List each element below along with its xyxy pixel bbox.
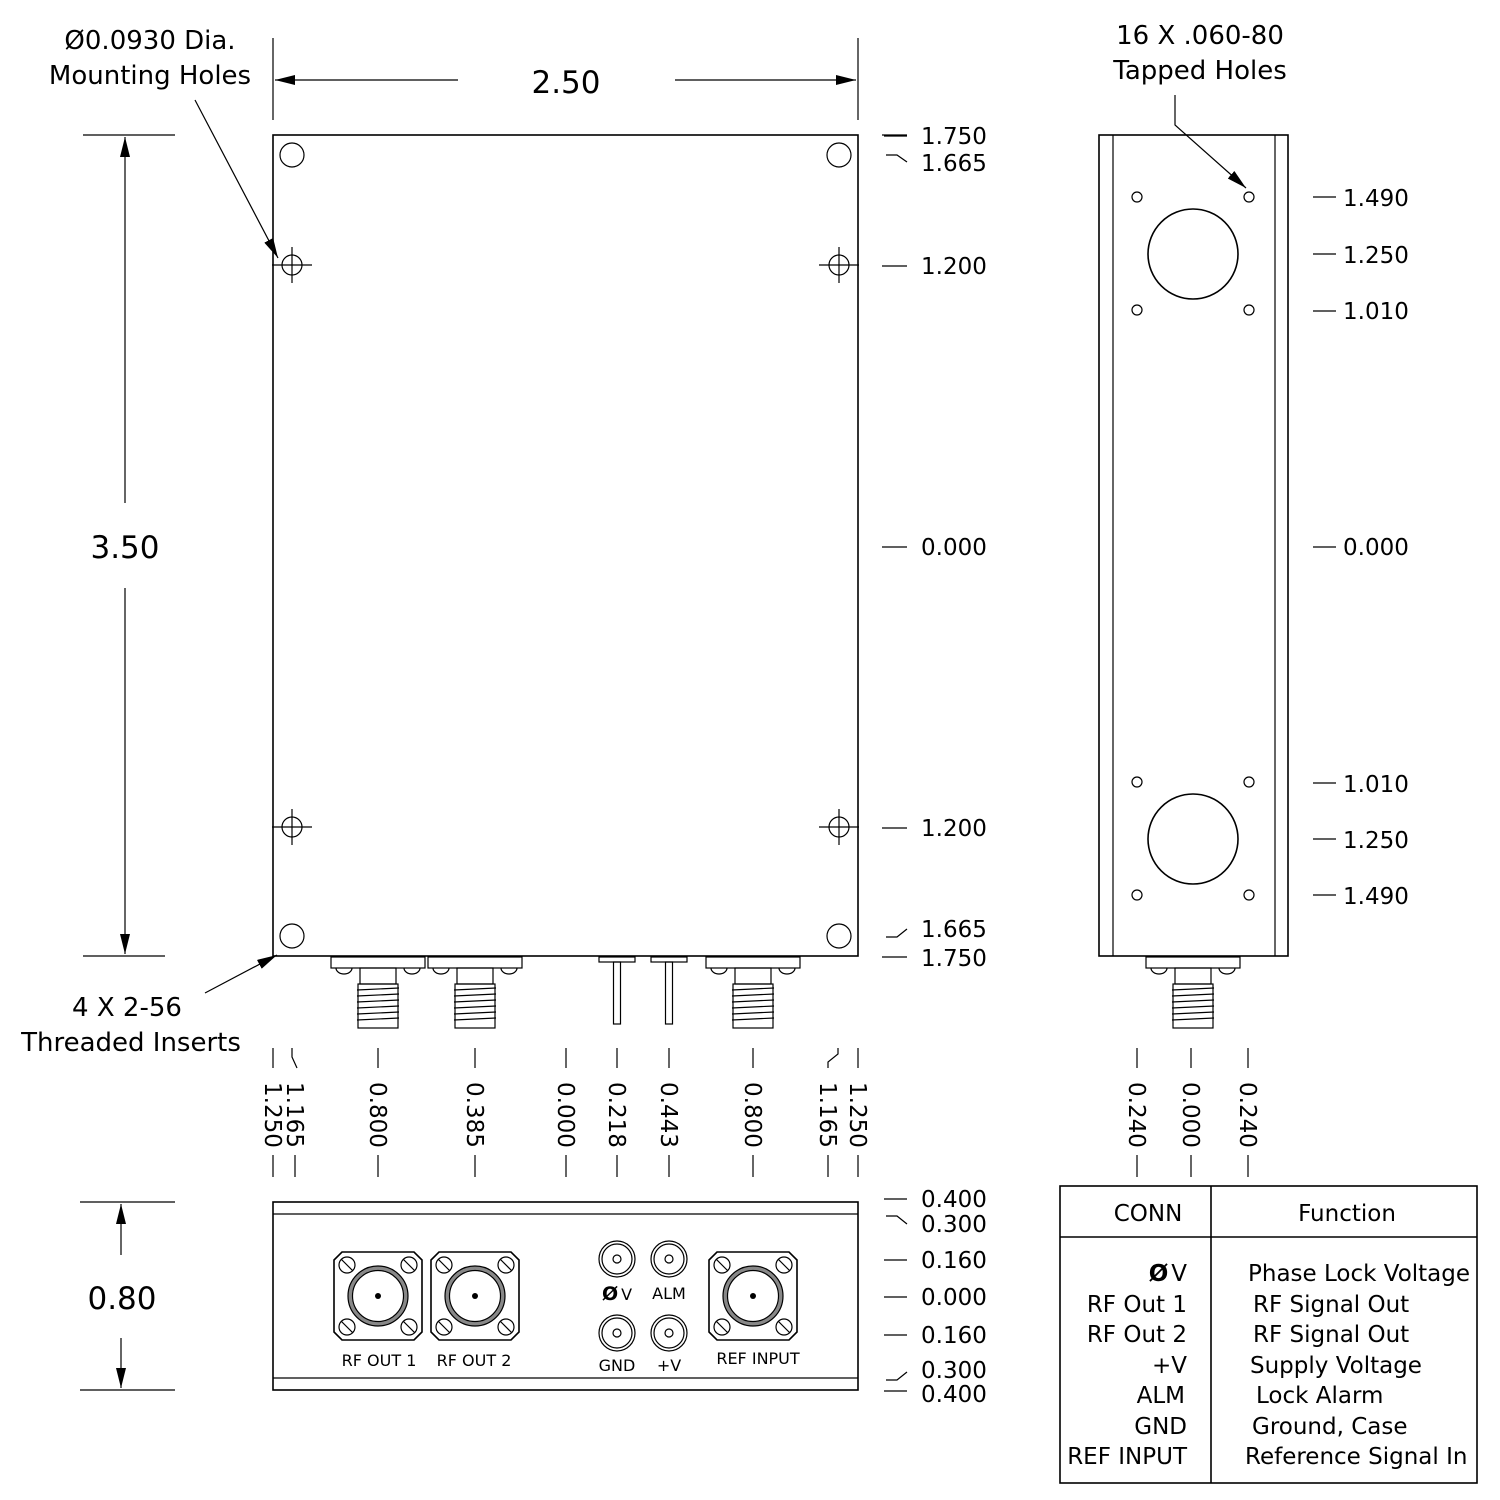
table-row [1087,1292,1409,1318]
side-dim-1010-bottom: 1.010 [1343,772,1409,798]
dim-tick-jog [886,155,907,162]
nut [404,968,420,974]
dim-0000: 0.000 [921,535,987,561]
thread [732,1018,774,1020]
side-connector-hole-bottom [1148,794,1238,884]
dim-1665-bottom: 1.665 [921,917,987,943]
threaded-insert-icon [272,247,312,283]
side-dim-0000: 0.000 [1343,535,1409,561]
dim-x-1165-right: 1.165 [814,1082,840,1148]
insert-note-line1: 4 X 2-56 [72,993,182,1023]
thread [732,1012,774,1014]
center-pin [375,1293,381,1299]
side-dim-1490-bottom: 1.490 [1343,884,1409,910]
body [457,968,493,984]
table-row [1067,1444,1467,1470]
label-rf-out-1: RF OUT 1 [341,1351,417,1370]
side-dim-x-0240-left: 0.240 [1123,1082,1149,1148]
height-dimension [83,135,175,956]
screw-icon [339,1319,355,1335]
sma-connector-icon [428,957,522,1028]
dim-x-0800-left: 0.800 [364,1082,390,1148]
nut [1151,968,1167,974]
screw-slot [439,1322,450,1333]
pin [613,1255,621,1263]
screw-icon [776,1257,792,1273]
table-cell-function: RF Signal Out [1253,1322,1410,1348]
dim-1750-top: 1.750 [921,124,987,150]
table-row [1137,1383,1384,1409]
width-dim-label: 2.50 [531,65,601,101]
front-view-right-dimensions [884,1187,987,1408]
center-pin [472,1293,478,1299]
inner [602,1318,632,1348]
table-row [1152,1353,1422,1379]
screw-slot [717,1322,728,1333]
table-cell-conn: ALM [1136,1383,1185,1409]
table-cell-conn: +V [1151,1353,1187,1379]
top-view-right-dimensions [882,124,987,972]
screw-slot [717,1260,728,1271]
screw-icon [401,1257,417,1273]
table-row [1087,1322,1409,1348]
side-view [1099,21,1409,1177]
screw-icon [339,1257,355,1273]
side-connector-hole-top [1148,209,1238,299]
nut [336,968,352,974]
sma-connector-icon [706,957,800,1028]
pin [614,962,621,1024]
pin-connector-icon [651,957,687,1024]
dim-x-1250-left: 1.250 [259,1082,285,1148]
tapped-hole [1244,890,1254,900]
screw-slot [779,1260,790,1271]
screw-icon [714,1257,730,1273]
body [735,968,771,984]
pin [665,1329,673,1337]
table-row [1149,1261,1470,1287]
screw-slot [342,1322,353,1333]
screw-icon [436,1319,452,1335]
corner-hole [280,143,304,167]
corner-hole [827,143,851,167]
pin-flange [599,957,635,962]
side-dim-1490-top: 1.490 [1343,186,1409,212]
tapped-hole [1132,777,1142,787]
top-view-outline [273,135,858,956]
front-dim-0160-top: 0.160 [921,1248,987,1274]
side-view-connector [1146,957,1240,1028]
side-dim-1010-top: 1.010 [1343,299,1409,325]
tapped-hole [1244,777,1254,787]
outer [599,1241,635,1277]
table-header-function: Function [1298,1201,1396,1227]
dim-tick-jog [886,1216,907,1224]
ref-input-connector [709,1252,797,1340]
tapped-hole [1132,890,1142,900]
label-alm: ALM [652,1284,686,1303]
pin [613,1329,621,1337]
insert-leader [205,955,277,993]
table-row [1134,1414,1407,1440]
dim-x-0800-right: 0.800 [739,1082,765,1148]
rf-out-1-connector [334,1252,422,1340]
dim-tick-jog [886,1372,907,1380]
outer [651,1315,687,1351]
thread [1172,1018,1214,1020]
thread [454,1012,496,1014]
body [360,968,396,984]
threaded-insert-icon [819,809,859,845]
dim-x-1250-right: 1.250 [844,1082,870,1148]
thread [454,1018,496,1020]
width-dimension [273,38,858,120]
dim-1750-bottom: 1.750 [921,946,987,972]
thread [732,988,774,990]
insert-note-line2: Threaded Inserts [21,1028,241,1058]
top-view-connectors [331,957,800,1028]
alm-connector [651,1241,687,1277]
thread [1172,994,1214,996]
mounting-holes [272,143,859,948]
table-cell-conn: REF INPUT [1067,1444,1187,1470]
label-gnd: GND [598,1356,636,1375]
gnd-connector [599,1315,635,1351]
thread [357,994,399,996]
screw-icon [401,1319,417,1335]
phase-v-connector [599,1241,635,1277]
tapped-note-line2: Tapped Holes [1113,56,1287,86]
pin-connector-icon [599,957,635,1024]
side-dim-x-0000: 0.000 [1177,1082,1203,1148]
dim-tick-jog [292,1048,297,1068]
screw-icon [436,1257,452,1273]
thread [1172,1012,1214,1014]
thread [1172,1000,1214,1002]
front-height-dimension [80,1202,175,1390]
inner [654,1244,684,1274]
outer [599,1315,635,1351]
center-pin [750,1293,756,1299]
plus-v-connector [651,1315,687,1351]
flange [428,957,522,968]
table-header-conn: CONN [1113,1201,1183,1227]
side-dim-x-0240-right: 0.240 [1234,1082,1260,1148]
tapped-note-line1: 16 X .060-80 [1116,21,1284,51]
nut [711,968,727,974]
height-dim-label: 3.50 [90,530,160,566]
dim-x-0000: 0.000 [552,1082,578,1148]
front-dim-0160-bottom: 0.160 [921,1323,987,1349]
pin [666,962,673,1024]
screw-slot [779,1322,790,1333]
dim-x-1165-left: 1.165 [281,1082,307,1148]
thread [357,1012,399,1014]
nut [1219,968,1235,974]
table-cell-conn: GND [1134,1414,1187,1440]
table-cell-function: Lock Alarm [1256,1383,1384,1409]
dim-x-0385: 0.385 [461,1082,487,1148]
label-rf-out-2: RF OUT 2 [436,1351,512,1370]
sma-connector-icon [1146,957,1240,1028]
front-dim-0400-bottom: 0.400 [921,1382,987,1408]
thread [1172,988,1214,990]
screw-slot [501,1260,512,1271]
mounting-hole-leader [195,100,278,258]
nut [501,968,517,974]
side-view-right-dimensions [1313,186,1409,910]
thread [732,994,774,996]
pin-flange [651,957,687,962]
thread [732,1000,774,1002]
side-dim-1250-top: 1.250 [1343,243,1409,269]
tapped-hole [1244,192,1254,202]
thread [732,1006,774,1008]
nut [433,968,449,974]
tapped-hole-leader [1175,95,1246,188]
inner [654,1318,684,1348]
thread [357,1018,399,1020]
screw-icon [498,1257,514,1273]
thread [357,1000,399,1002]
screw-slot [501,1322,512,1333]
corner-hole [280,924,304,948]
mounting-hole-note-line1: Ø0.0930 Dia. [64,26,236,56]
nut [779,968,795,974]
pin [665,1255,673,1263]
thread [454,994,496,996]
threaded-insert-icon [819,247,859,283]
table-cell-conn: RF Out 2 [1086,1322,1187,1348]
front-dim-0000: 0.000 [921,1285,987,1311]
screw-slot [342,1260,353,1271]
dim-tick-jog [828,1048,838,1068]
side-view-outline [1099,135,1288,956]
screw-slot [439,1260,450,1271]
table-cell-function: Ground, Case [1252,1414,1408,1440]
label-ref-input: REF INPUT [716,1349,800,1368]
front-height-dim-label: 0.80 [87,1281,157,1317]
table-cell-function: Supply Voltage [1250,1353,1422,1379]
mounting-hole-note-line2: Mounting Holes [48,61,252,91]
table-cell-function: Phase Lock Voltage [1248,1261,1471,1287]
side-view-bottom-dimensions [1123,1048,1260,1177]
connector-function-table [1060,1186,1477,1483]
side-dim-1250-bottom: 1.250 [1343,828,1409,854]
thread [454,1006,496,1008]
front-panel-connectors [334,1241,797,1351]
flange [706,957,800,968]
front-dim-0300-top: 0.300 [921,1212,987,1238]
threaded-insert-icon [272,809,312,845]
screw-slot [404,1260,415,1271]
dim-tick-jog [886,929,907,937]
outer [651,1241,687,1277]
top-view [20,26,987,1177]
tapped-hole [1244,305,1254,315]
flange [1146,957,1240,968]
thread [454,1000,496,1002]
table-cell-function: RF Signal Out [1253,1292,1410,1318]
rf-out-2-connector [431,1252,519,1340]
thread [454,988,496,990]
corner-hole [827,924,851,948]
dim-1200-bottom: 1.200 [921,816,987,842]
front-view [80,1187,987,1408]
inner [602,1244,632,1274]
table-cell-function: Reference Signal In [1245,1444,1468,1470]
front-dim-0400-top: 0.400 [921,1187,987,1213]
body [1175,968,1211,984]
tapped-hole [1132,305,1142,315]
thread [357,988,399,990]
tapped-hole [1132,192,1142,202]
flange [331,957,425,968]
thread [357,1006,399,1008]
screw-icon [776,1319,792,1335]
label-plus-v: +V [656,1356,682,1375]
dim-x-0218: 0.218 [603,1082,629,1148]
top-view-bottom-dimensions [259,1048,870,1177]
screw-icon [714,1319,730,1335]
screw-slot [404,1322,415,1333]
table-cell-conn: Ø V [1148,1261,1187,1287]
front-dim-0300-bottom: 0.300 [921,1358,987,1384]
sma-connector-icon [331,957,425,1028]
table-cell-conn: RF Out 1 [1086,1292,1187,1318]
dim-1665-top: 1.665 [921,151,987,177]
dim-1200-top: 1.200 [921,254,987,280]
label-phase-v: Ø V [601,1283,633,1305]
screw-icon [498,1319,514,1335]
dim-x-0443: 0.443 [655,1082,681,1148]
thread [1172,1006,1214,1008]
